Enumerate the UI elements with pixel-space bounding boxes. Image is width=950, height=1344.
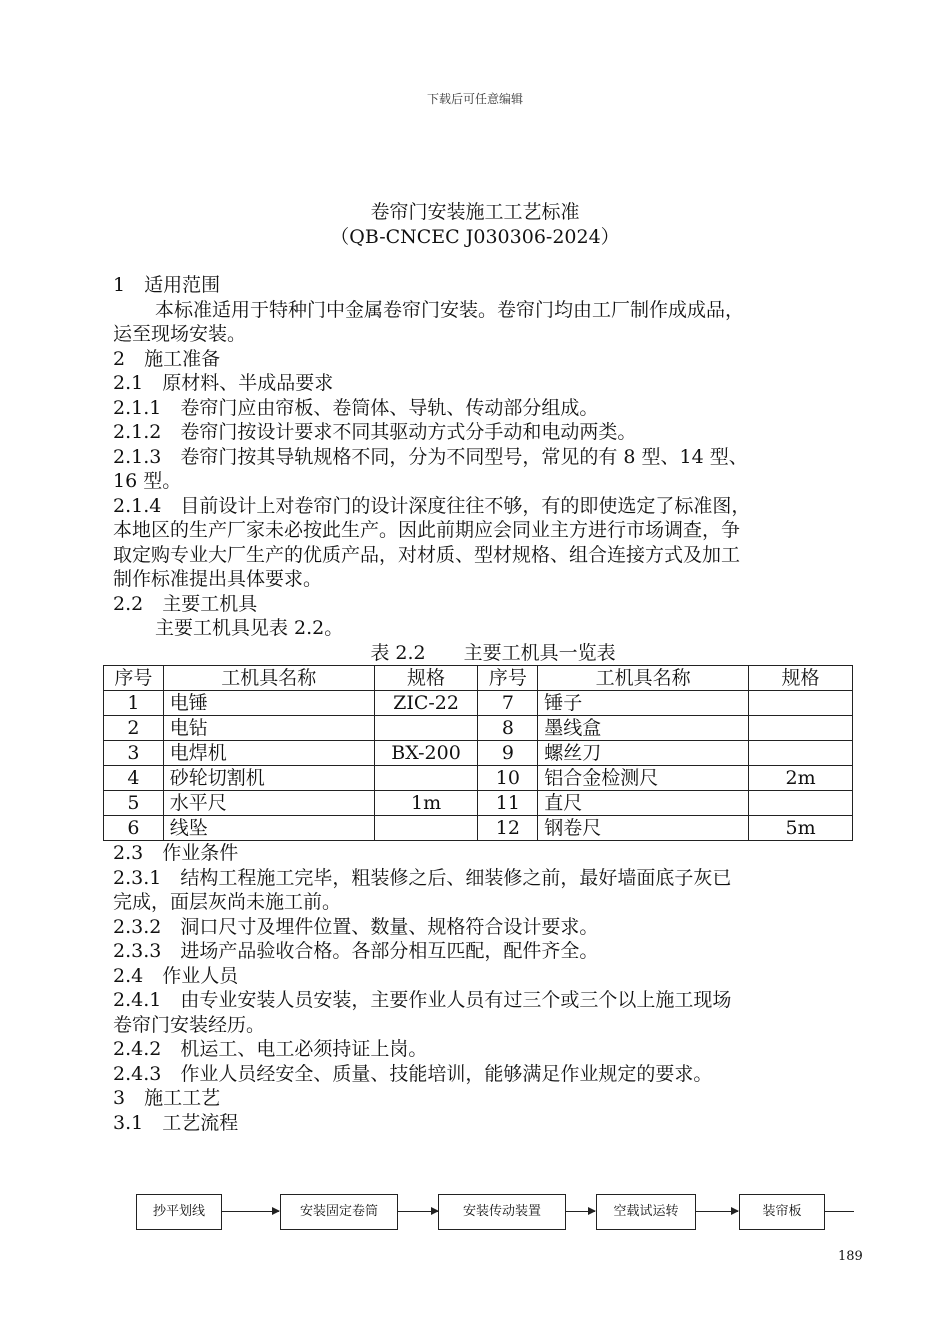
text-line: 本地区的生产厂家未必按此生产。因此前期应会同业主方进行市场调查，争 [113, 519, 741, 541]
text-line: 2.4.2 机运工、电工必须持证上岗。 [113, 1038, 428, 1060]
table-caption: 表 2.2 主要工机具一览表 [370, 641, 616, 664]
document-title-block [0, 200, 950, 250]
table-cell: 6 [104, 816, 164, 841]
table-cell: 1 [104, 691, 164, 716]
header-note: 下载后可任意编辑 [426, 92, 523, 106]
table-cell: 4 [104, 766, 164, 791]
flow-arrow [221, 1211, 279, 1212]
section-before-table [113, 273, 873, 641]
table-cell: 锤子 [538, 691, 749, 716]
table-row [104, 691, 853, 716]
flow-arrow [695, 1211, 738, 1212]
flow-tail-line [824, 1211, 854, 1212]
table-cell: BX-200 [374, 741, 478, 766]
table-cell: 线坠 [163, 816, 374, 841]
table-header-cell: 序号 [478, 666, 538, 691]
text-line: 运至现场安装。 [113, 323, 247, 345]
table-header-cell: 规格 [749, 666, 853, 691]
text-line: 本标准适用于特种门中金属卷帘门安装。卷帘门均由工厂制作成成品， [155, 298, 745, 321]
text-line: 2.3 作业条件 [113, 842, 239, 864]
text-line: 2.2 主要工机具 [113, 592, 258, 615]
text-line: 卷帘门安装经历。 [113, 1013, 266, 1036]
table-cell [374, 816, 478, 841]
table-row [104, 791, 853, 816]
table-cell: 7 [478, 691, 538, 716]
table-cell: 钢卷尺 [538, 816, 749, 841]
text-line: 16 型。 [113, 470, 182, 492]
table-header-cell: 序号 [104, 666, 164, 691]
text-line: 2.4.3 作业人员经安全、质量、技能培训，能够满足作业规定的要求。 [113, 1062, 713, 1085]
table-cell: 12 [478, 816, 538, 841]
table-cell: 3 [104, 741, 164, 766]
table-cell: ZIC-22 [374, 691, 478, 716]
text-line: 完成，面层灰尚未施工前。 [113, 891, 342, 913]
text-line: 2.1 原材料、半成品要求 [113, 372, 334, 394]
document-code: （QB-CNCEC J030306-2024） [330, 226, 620, 248]
table-cell [749, 716, 853, 741]
text-line: 2.3.3 进场产品验收合格。各部分相互匹配，配件齐全。 [113, 940, 599, 962]
table-cell: 电焊机 [163, 741, 374, 766]
table-cell: 9 [478, 741, 538, 766]
text-line: 1 适用范围 [113, 274, 221, 296]
table-cell: 铝合金检测尺 [538, 766, 749, 791]
table-cell: 电钻 [163, 716, 374, 741]
table-row [104, 716, 853, 741]
body-text [113, 273, 873, 1135]
table-cell: 8 [478, 716, 538, 741]
text-line: 2.1.3 卷帘门按其导轨规格不同，分为不同型号，常见的有 8 型、14 型、 [113, 445, 748, 468]
section-after-table [113, 841, 873, 1135]
table-cell: 螺丝刀 [538, 741, 749, 766]
table-header-cell: 工机具名称 [163, 666, 374, 691]
table-header-cell: 规格 [374, 666, 478, 691]
table-cell: 1m [374, 791, 478, 816]
text-line: 取定购专业大厂生产的优质产品，对材质、型材规格、组合连接方式及加工 [113, 543, 741, 566]
table-cell: 砂轮切割机 [163, 766, 374, 791]
text-line: 2.1.2 卷帘门按设计要求不同其驱动方式分手动和电动两类。 [113, 421, 637, 443]
page-number: 189 [838, 1249, 863, 1264]
text-line: 2.4.1 由专业安装人员安装，主要作业人员有过三个或三个以上施工现场 [113, 989, 732, 1011]
text-line: 2.1.1 卷帘门应由帘板、卷筒体、导轨、传动部分组成。 [113, 396, 599, 419]
table-cell: 电锤 [163, 691, 374, 716]
text-line: 2.1.4 目前设计上对卷帘门的设计深度往往不够，有的即使选定了标准图， [113, 494, 751, 517]
flow-arrow [397, 1211, 438, 1212]
table-cell: 2 [104, 716, 164, 741]
table-cell [749, 741, 853, 766]
table-header-cell: 工机具名称 [538, 666, 749, 691]
text-line: 2.3.1 结构工程施工完毕，粗装修之后、细装修之前，最好墙面底子灰已 [113, 866, 732, 889]
text-line: 3.1 工艺流程 [113, 1111, 239, 1134]
text-line: 2.3.2 洞口尺寸及埋件位置、数量、规格符合设计要求。 [113, 915, 599, 938]
table-cell: 2m [749, 766, 853, 791]
flow-step: 抄平划线 [136, 1194, 222, 1230]
table-cell: 5 [104, 791, 164, 816]
document-title: 卷帘门安装施工工艺标准 [370, 201, 580, 223]
table-cell [374, 766, 478, 791]
table-row [104, 741, 853, 766]
table-header-row [104, 666, 853, 691]
text-line: 制作标准提出具体要求。 [113, 568, 323, 590]
table-row [104, 766, 853, 791]
text-line: 2 施工准备 [113, 347, 221, 370]
flow-step: 装帘板 [739, 1194, 825, 1230]
table-cell [374, 716, 478, 741]
table-cell: 直尺 [538, 791, 749, 816]
text-line: 主要工机具见表 2.2。 [155, 617, 344, 639]
table-cell: 10 [478, 766, 538, 791]
tools-table [103, 665, 853, 841]
table-cell: 5m [749, 816, 853, 841]
table-cell: 墨线盒 [538, 716, 749, 741]
table-cell: 11 [478, 791, 538, 816]
table-cell [749, 791, 853, 816]
flow-step: 安装传动装置 [438, 1194, 566, 1230]
process-flow [136, 1194, 856, 1234]
table-row [104, 816, 853, 841]
flow-step: 安装固定卷筒 [280, 1194, 398, 1230]
text-line: 3 施工工艺 [113, 1087, 221, 1109]
flow-step: 空载试运转 [596, 1194, 696, 1230]
text-line: 2.4 作业人员 [113, 964, 239, 987]
table-cell: 水平尺 [163, 791, 374, 816]
table-cell [749, 691, 853, 716]
flow-arrow [565, 1211, 595, 1212]
